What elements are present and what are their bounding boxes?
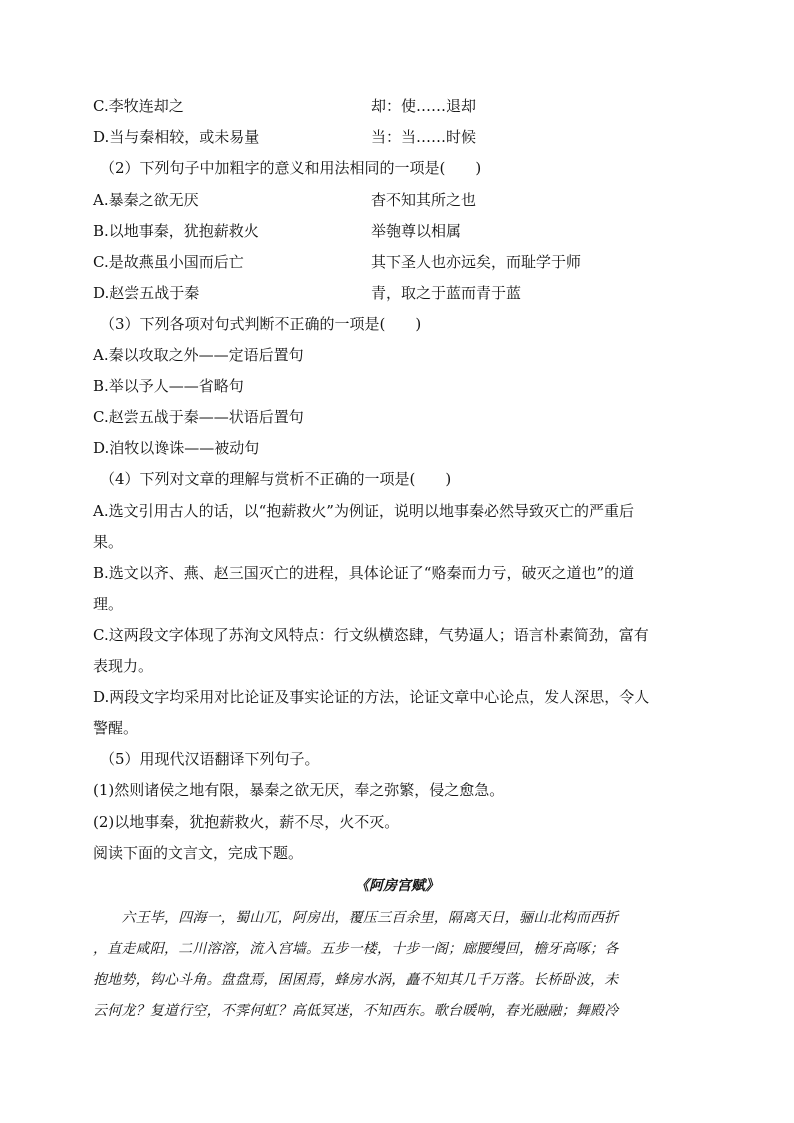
option-c-q4-cont: 表现力。	[93, 657, 154, 675]
question-2: （2）下列句子中加粗字的意义和用法相同的一项是( )	[100, 159, 482, 177]
option-left: D.赵尝五战于秦	[93, 284, 200, 302]
option-right: 当：当……时候	[371, 128, 477, 146]
reading-instruction: 阅读下面的文言文，完成下题。	[93, 844, 304, 862]
option-c-q1	[93, 96, 703, 116]
option-right: 青，取之于蓝而青于蓝	[371, 284, 522, 302]
translate-sentence-1: (1)然则诸侯之地有限，暴秦之欲无厌，奉之弥繁，侵之愈急。	[93, 781, 505, 799]
poem-line: 抱地势，钩心斗角。盘盘焉，囷囷焉，蜂房水涡，矗不知其几千万落。长桥卧波，未	[93, 972, 619, 988]
option-c-q2	[93, 252, 703, 272]
option-a-q4-cont: 果。	[93, 533, 124, 551]
option-d-q4: D.两段文字均采用对比论证及事实论证的方法，论证文章中心论点，发人深思，令人	[93, 688, 650, 706]
poem-title: 《阿房宫赋》	[355, 878, 439, 894]
option-right: 其下圣人也亦远矣，而耻学于师	[371, 253, 582, 271]
option-a-q2	[93, 190, 703, 210]
translate-sentence-2: (2)以地事秦，犹抱薪救火，薪不尽，火不灭。	[93, 813, 400, 831]
option-d-q4-cont: 警醒。	[93, 719, 139, 737]
poem-line: 云何龙？复道行空，不霁何虹？高低冥迷，不知西东。歌台暖响，春光融融；舞殿冷	[93, 1003, 619, 1019]
option-b-q4-cont: 理。	[93, 595, 124, 613]
question-4: （4）下列对文章的理解与赏析不正确的一项是( )	[100, 470, 452, 488]
option-right: 杳不知其所之也	[371, 191, 477, 209]
option-a-q3: A.秦以攻取之外——定语后置句	[93, 346, 304, 364]
option-c-q3: C.赵尝五战于秦——状语后置句	[93, 408, 304, 426]
option-left: C.是故燕虽小国而后亡	[93, 253, 244, 271]
option-left: D.当与秦相较，或未易量	[93, 128, 260, 146]
poem-line: 六王毕，四海一，蜀山兀，阿房出，覆压三百余里，隔离天日，骊山北构而西折	[93, 910, 619, 926]
option-b-q4: B.选文以齐、燕、赵三国灭亡的进程，具体论证了“赂秦而力亏，破灭之道也”的道	[93, 564, 635, 582]
option-d-q1	[93, 127, 703, 147]
option-c-q4: C.这两段文字体现了苏洵文风特点：行文纵横恣肆，气势逼人；语言朴素简劲，富有	[93, 626, 649, 644]
option-d-q2	[93, 283, 703, 303]
question-3: （3）下列各项对句式判断不正确的一项是( )	[100, 315, 422, 333]
option-left: A.暴秦之欲无厌	[93, 191, 199, 209]
option-d-q3: D.洎牧以谗诛——被动句	[93, 439, 260, 457]
option-right: 举匏尊以相属	[371, 222, 462, 240]
question-5: （5）用现代汉语翻译下列句子。	[100, 750, 320, 768]
option-left: B.以地事秦，犹抱薪救火	[93, 222, 259, 240]
option-b-q2	[93, 221, 703, 241]
option-b-q3: B.举以予人——省略句	[93, 377, 244, 395]
poem-line: ，直走咸阳，二川溶溶，流入宫墙。五步一楼，十步一阁；廊腰缦回，檐牙高啄；各	[93, 941, 619, 957]
option-right: 却：使……退却	[371, 97, 477, 115]
option-a-q4: A.选文引用古人的话，以“抱薪救火”为例证，说明以地事秦必然导致灭亡的严重后	[93, 502, 634, 520]
option-left: C.李牧连却之	[93, 97, 184, 115]
